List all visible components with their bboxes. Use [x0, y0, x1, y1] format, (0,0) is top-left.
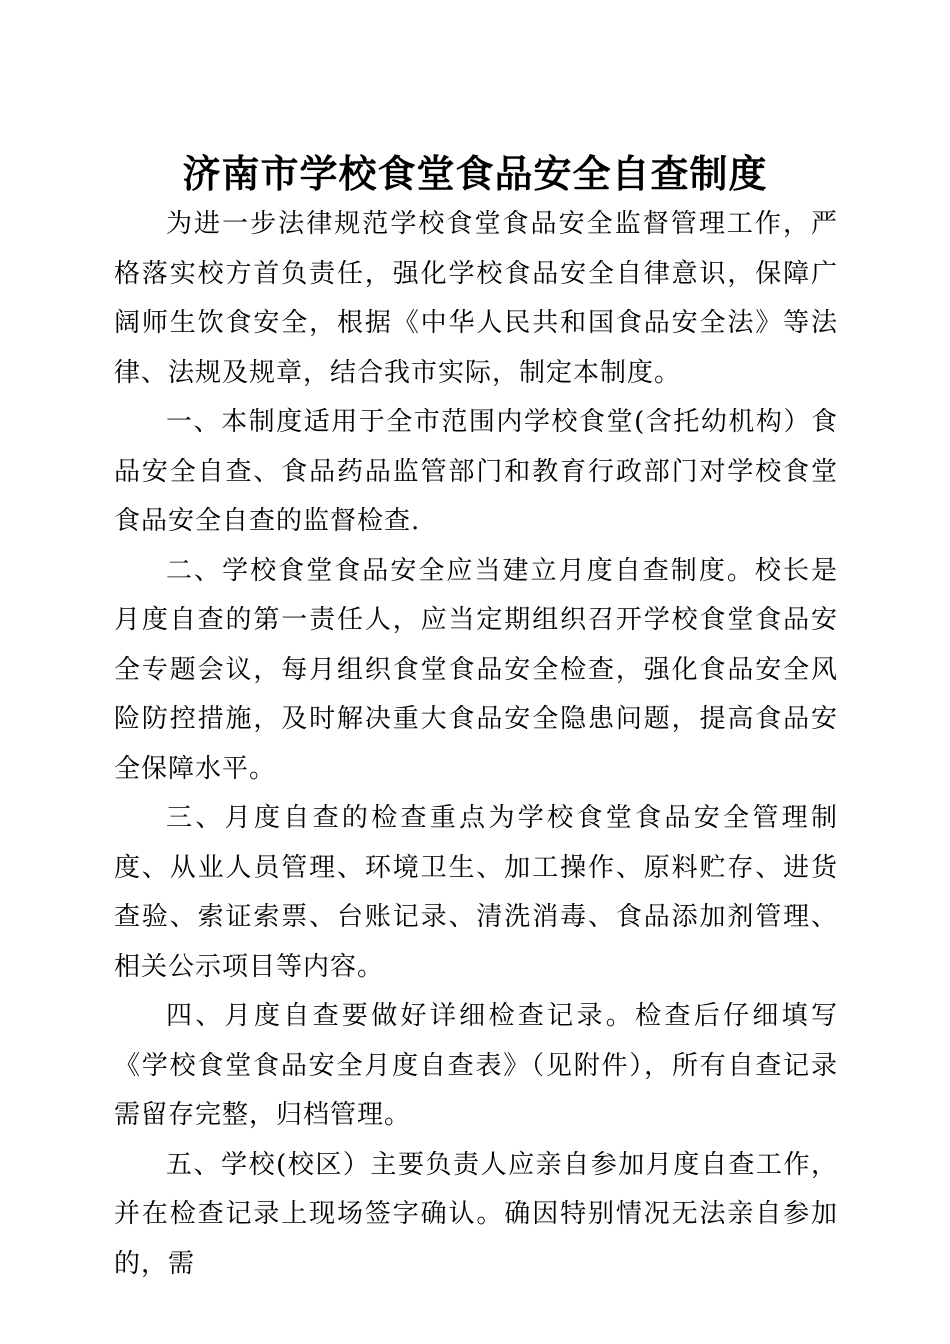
- paragraph-article-1: 一、本制度适用于全市范围内学校食堂(含托幼机构）食品安全自查、食品药品监管部门和教育行政部门对学校食堂食品安全自查的监督检查.: [114, 407, 838, 536]
- paragraph-article-5: 五、学校(校区）主要负责人应亲自参加月度自查工作，并在检查记录上现场签字确认。确因特别情况无法亲自参加的，需: [114, 1149, 838, 1279]
- paragraph-article-3: 三、月度自查的检查重点为学校食堂食品安全管理制度、从业人员管理、环境卫生、加工操作、原料贮存、进货查验、索证索票、台账记录、清洗消毒、食品添加剂管理、相关公示项目等内容。: [114, 803, 838, 982]
- paragraph-intro: 为进一步法律规范学校食堂食品安全监督管理工作，严格落实校方首负责任，强化学校食品安全自律意识，保障广阔师生饮食安全，根据《中华人民共和国食品安全法》等法律、法规及规章，结合我市实际，制定本制度。: [114, 209, 838, 388]
- paragraph-article-4: 四、月度自查要做好详细检查记录。检查后仔细填写《学校食堂食品安全月度自查表》（见附件），所有自查记录需留存完整，归档管理。: [114, 1001, 838, 1130]
- paragraph-article-2: 二、学校食堂食品安全应当建立月度自查制度。校长是月度自查的第一责任人，应当定期组织召开学校食堂食品安全专题会议，每月组织食堂食品安全检查，强化食品安全风险防控措施，及时解决重大食品安全隐患问题，提高食品安全保障水平。: [114, 555, 838, 784]
- document-body: [114, 200, 838, 1289]
- document-title: 济南市学校食堂食品安全自查制度: [182, 151, 768, 196]
